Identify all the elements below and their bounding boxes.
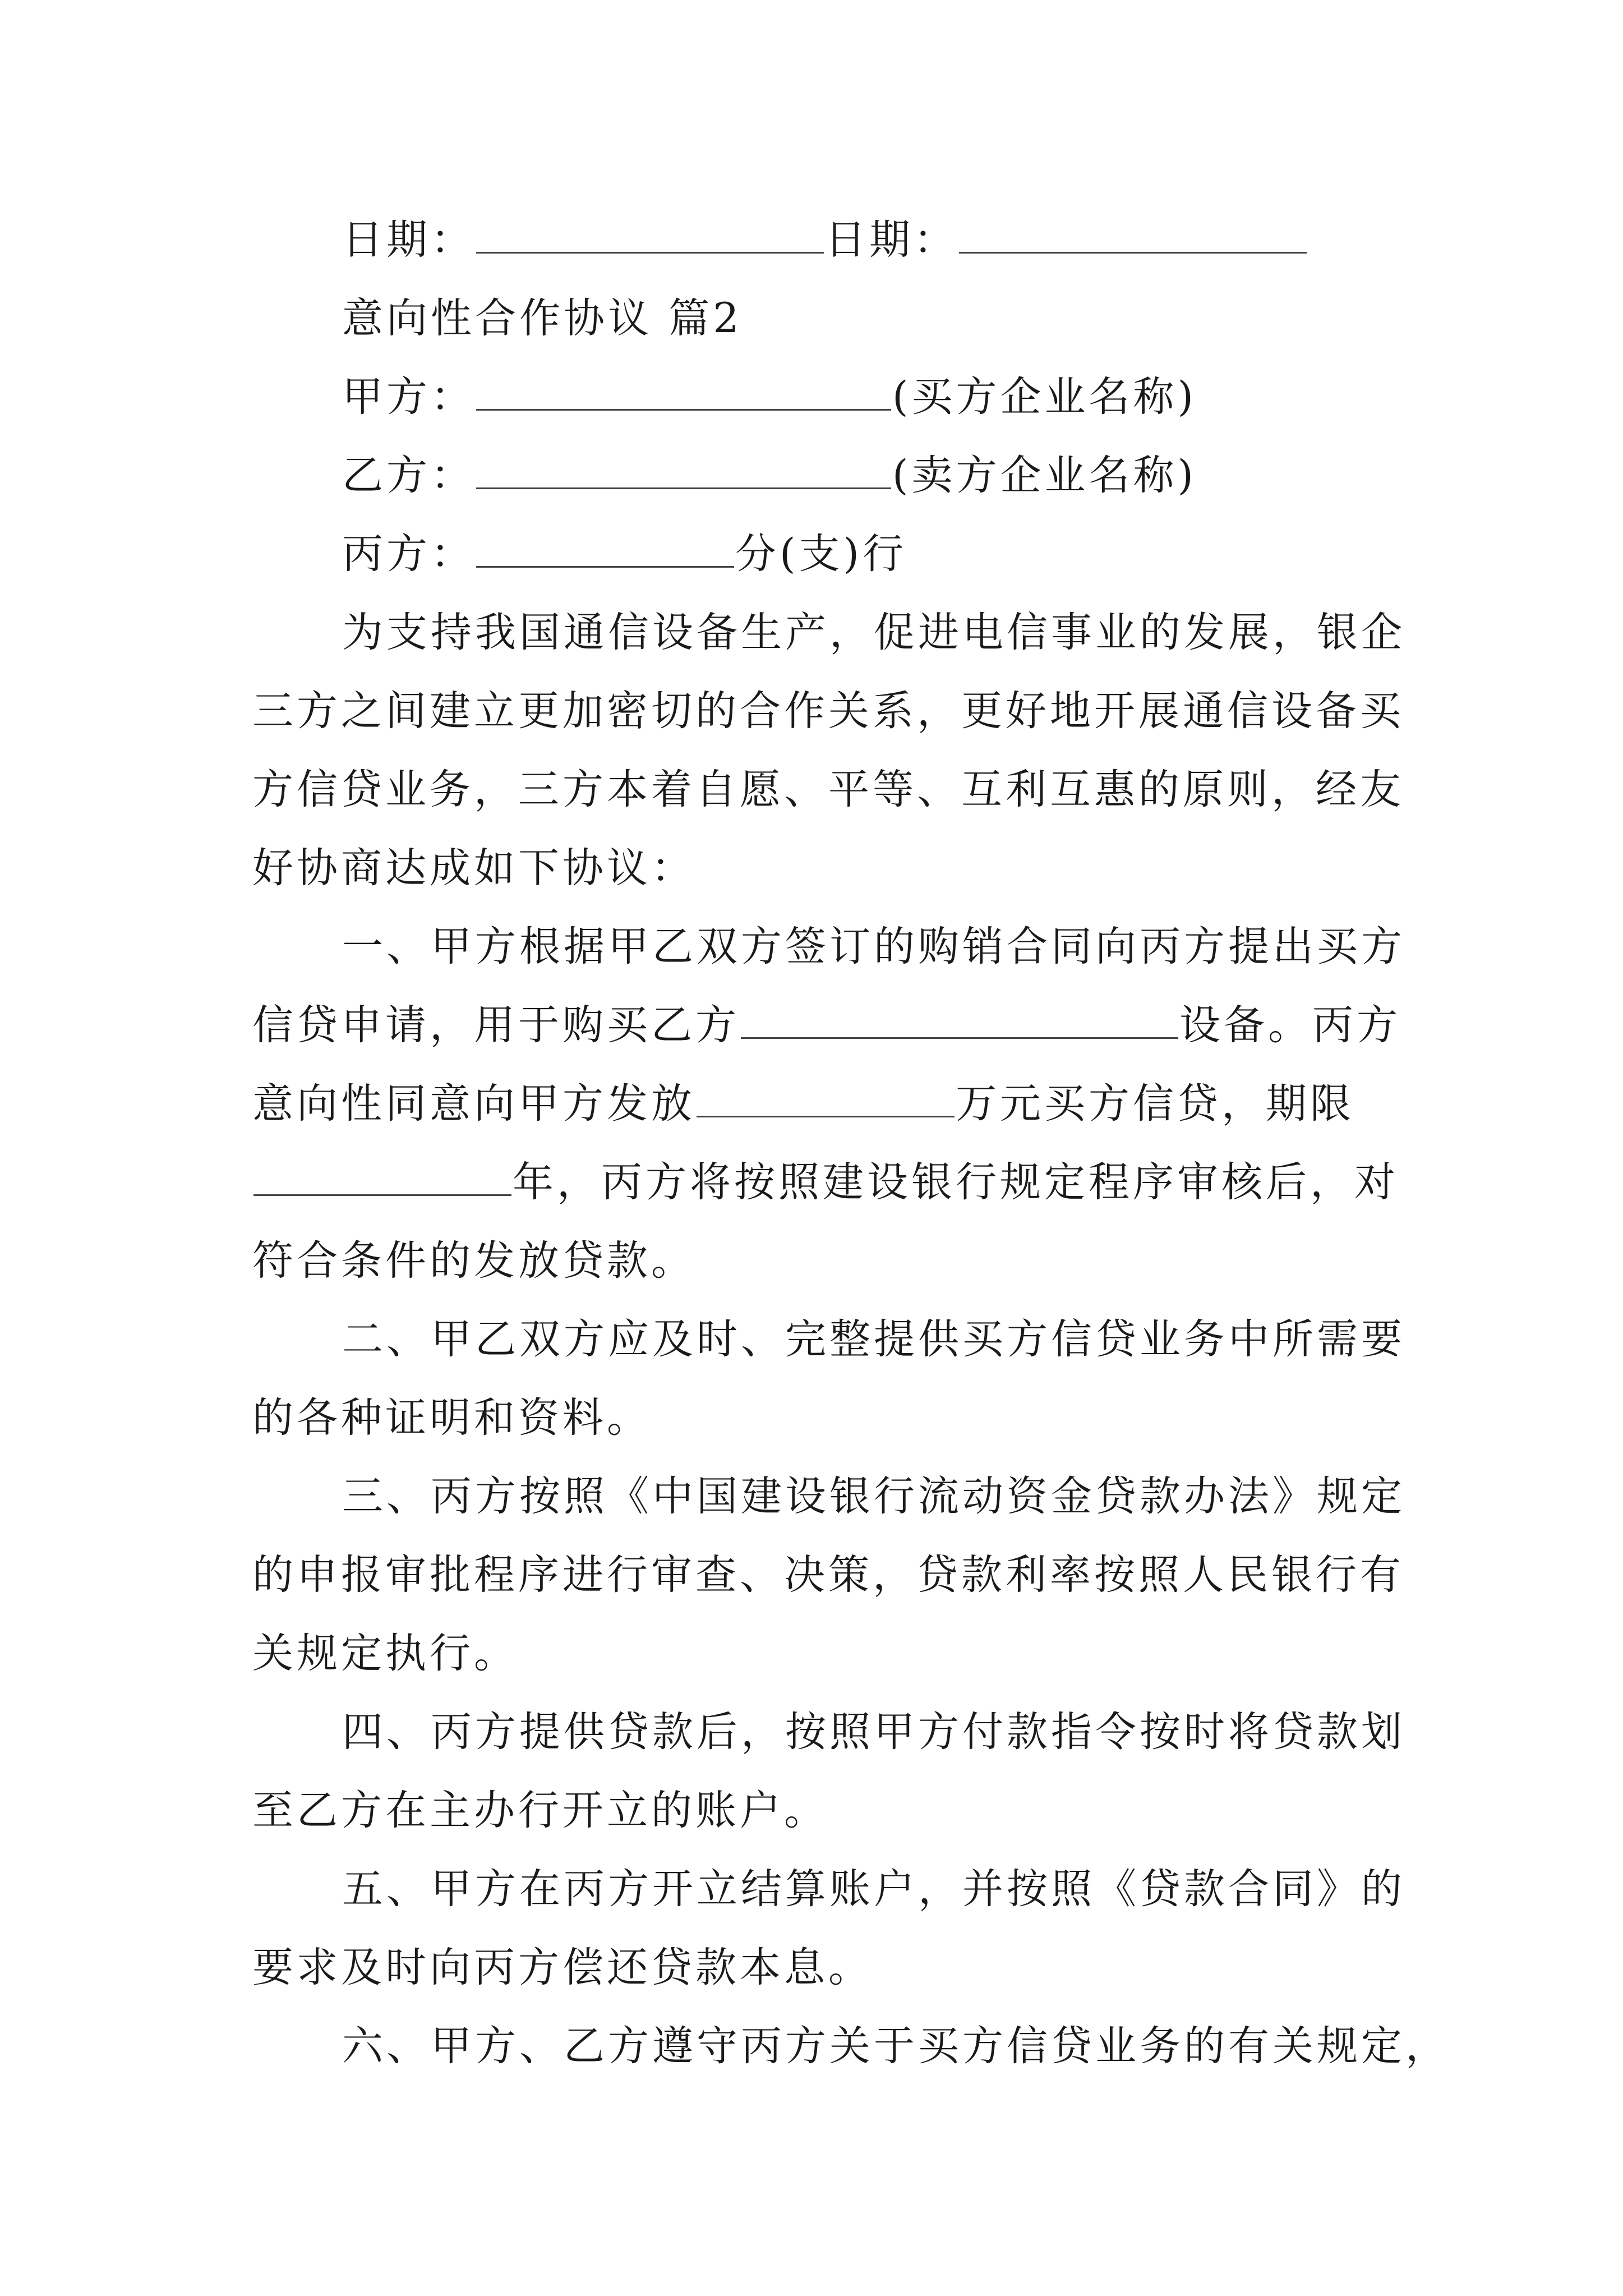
date-blank-2 — [959, 215, 1307, 254]
preamble-line: 好协商达成如下协议： — [252, 844, 695, 892]
clause-3-line: 关规定执行。 — [252, 1630, 518, 1677]
party-c-row — [342, 527, 907, 581]
amount-blank — [697, 1079, 955, 1117]
party-a-row — [342, 370, 1197, 424]
clause-2-line: 的各种证明和资料。 — [252, 1394, 651, 1442]
clause-5-line: 五、甲方在丙方开立结算账户，并按照《贷款合同》的 — [342, 1865, 1405, 1913]
clause-3-line: 三、丙方按照《中国建设银行流动资金贷款办法》规定 — [342, 1473, 1405, 1520]
party-a-blank — [476, 372, 891, 411]
clause-1-line — [252, 999, 1401, 1052]
date-label: 日期： — [342, 216, 475, 264]
clause-1-text: 万元买方信贷，期限 — [956, 1080, 1354, 1128]
party-a-note: (买方企业名称) — [892, 373, 1197, 421]
party-b-row — [342, 449, 1197, 503]
clause-4-line: 至乙方在主办行开立的账户。 — [252, 1787, 828, 1834]
party-c-blank — [476, 529, 734, 568]
clause-1-text: 年，丙方将按照建设银行规定程序审核后，对 — [513, 1158, 1399, 1206]
clause-1-line: 一、甲方根据甲乙双方签订的购销合同向丙方提出买方 — [342, 923, 1405, 970]
preamble-line: 为支持我国通信设备生产，促进电信事业的发展，银企 — [342, 609, 1405, 656]
clause-5-line: 要求及时向丙方偿还贷款本息。 — [252, 1944, 873, 1991]
party-c-suffix: 分(支)行 — [735, 530, 907, 578]
preamble-line: 方信贷业务，三方本着自愿、平等、互利互惠的原则，经友 — [252, 766, 1404, 813]
clause-1-line — [252, 1077, 1354, 1131]
preamble-line: 三方之间建立更加密切的合作关系，更好地开展通信设备买 — [252, 687, 1404, 735]
clause-6-line: 六、甲方、乙方遵守丙方关于买方信贷业务的有关规定， — [342, 2022, 1450, 2070]
clause-4-line: 四、丙方提供贷款后，按照甲方付款指令按时将贷款划 — [342, 1708, 1405, 1756]
clause-1-line: 符合条件的发放贷款。 — [252, 1237, 695, 1285]
clause-1-text: 设备。丙方 — [1179, 1001, 1401, 1049]
term-blank — [253, 1157, 511, 1196]
date-label: 日期： — [825, 216, 958, 264]
clause-1-text: 信贷申请，用于购买乙方 — [252, 1001, 740, 1049]
clause-1-text: 意向性同意向甲方发放 — [252, 1080, 695, 1128]
party-b-note: (卖方企业名称) — [892, 452, 1197, 499]
party-a-label: 甲方： — [342, 373, 475, 421]
date-blank-1 — [476, 215, 824, 254]
clause-1-line — [252, 1156, 1399, 1209]
equipment-blank — [741, 1000, 1178, 1039]
date-fields-row — [342, 213, 1308, 267]
clause-2-line: 二、甲乙双方应及时、完整提供买方信贷业务中所需要 — [342, 1315, 1405, 1363]
party-b-blank — [476, 450, 891, 489]
party-c-label: 丙方： — [342, 530, 475, 578]
party-b-label: 乙方： — [342, 452, 475, 499]
section-title: 意向性合作协议 篇2 — [342, 295, 743, 342]
clause-3-line: 的申报审批程序进行审查、决策，贷款利率按照人民银行有 — [252, 1551, 1404, 1599]
